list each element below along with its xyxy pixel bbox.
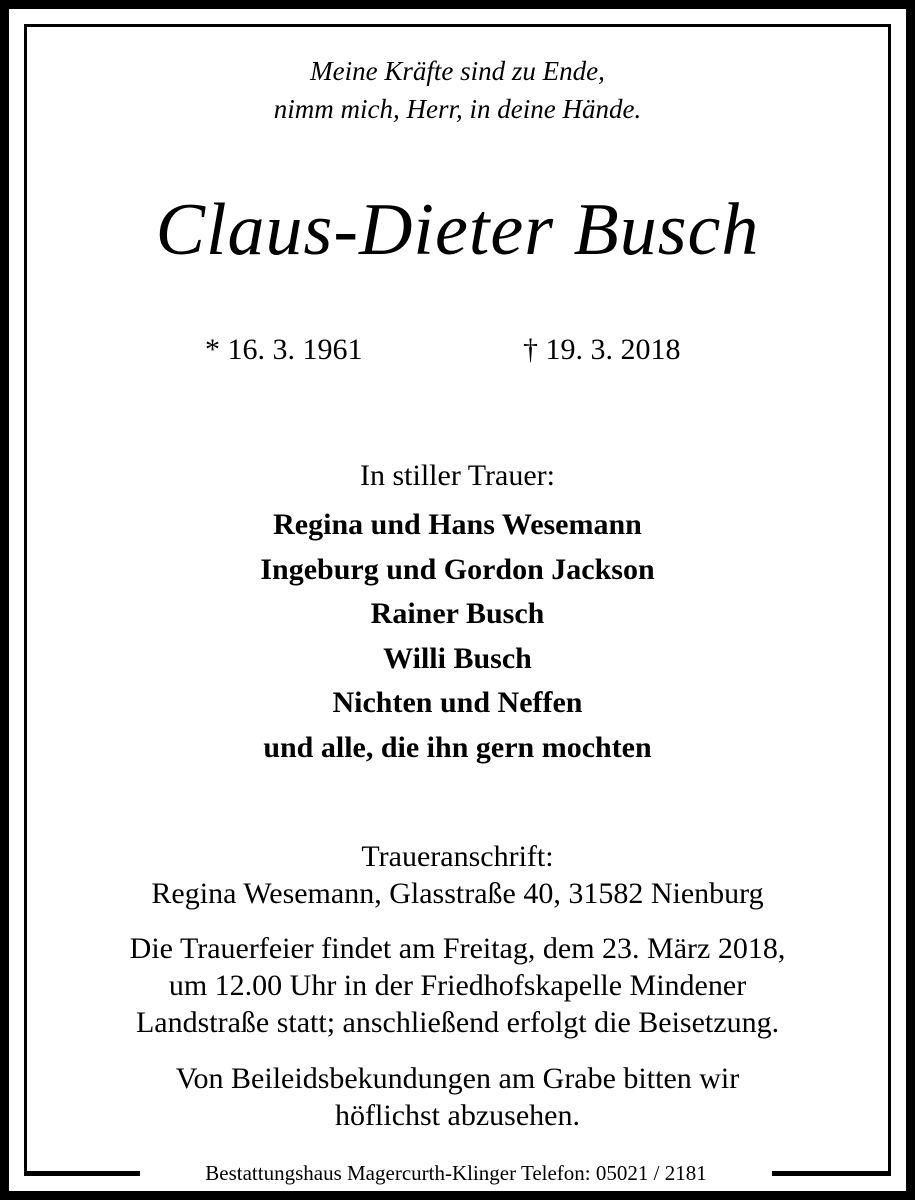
mourner: Regina und Hans Wesemann xyxy=(273,508,642,541)
death-date: † 19. 3. 2018 xyxy=(523,333,681,366)
mourner: Ingeburg und Gordon Jackson xyxy=(260,552,655,586)
mourner: und alle, die ihn gern mochten xyxy=(263,730,652,764)
birth-date: * 16. 3. 1961 xyxy=(205,333,363,366)
condolence-block xyxy=(0,1060,915,1134)
address-label: Traueranschrift: xyxy=(361,840,554,873)
ceremony-block xyxy=(0,930,915,1041)
funeral-home-footer: Bestattungshaus Magercurth-Klinger Telefon: 05021 / 2181 xyxy=(205,1161,707,1185)
condolence-line: Von Beileidsbekundungen am Grabe bitten wir xyxy=(175,1062,740,1095)
address-block xyxy=(0,838,915,912)
mourner: Nichten und Neffen xyxy=(332,686,583,719)
verse xyxy=(0,52,915,128)
verse-line: Meine Kräfte sind zu Ende, xyxy=(310,56,605,86)
address-value: Regina Wesemann, Glasstraße 40, 31582 Nienburg xyxy=(151,877,764,910)
verse-line: nimm mich, Herr, in deine Hände. xyxy=(273,94,642,124)
mourners-list xyxy=(0,503,915,770)
bottom-rule-left xyxy=(24,1171,140,1176)
mourner: Willi Busch xyxy=(383,641,532,675)
ceremony-line: um 12.00 Uhr in der Friedhofskapelle Mindener xyxy=(168,969,747,1002)
ceremony-line: Landstraße statt; anschließend erfolgt die Beisetzung. xyxy=(135,1006,780,1039)
bottom-rule-right xyxy=(772,1171,891,1176)
ceremony-line: Die Trauerfeier findet am Freitag, dem 23. März 2018, xyxy=(129,932,786,965)
mourning-label: In stiller Trauer: xyxy=(360,459,555,492)
mourner: Rainer Busch xyxy=(370,597,545,630)
deceased-name: Claus-Dieter Busch xyxy=(155,189,760,271)
condolence-line: höflichst abzusehen. xyxy=(335,1099,580,1132)
